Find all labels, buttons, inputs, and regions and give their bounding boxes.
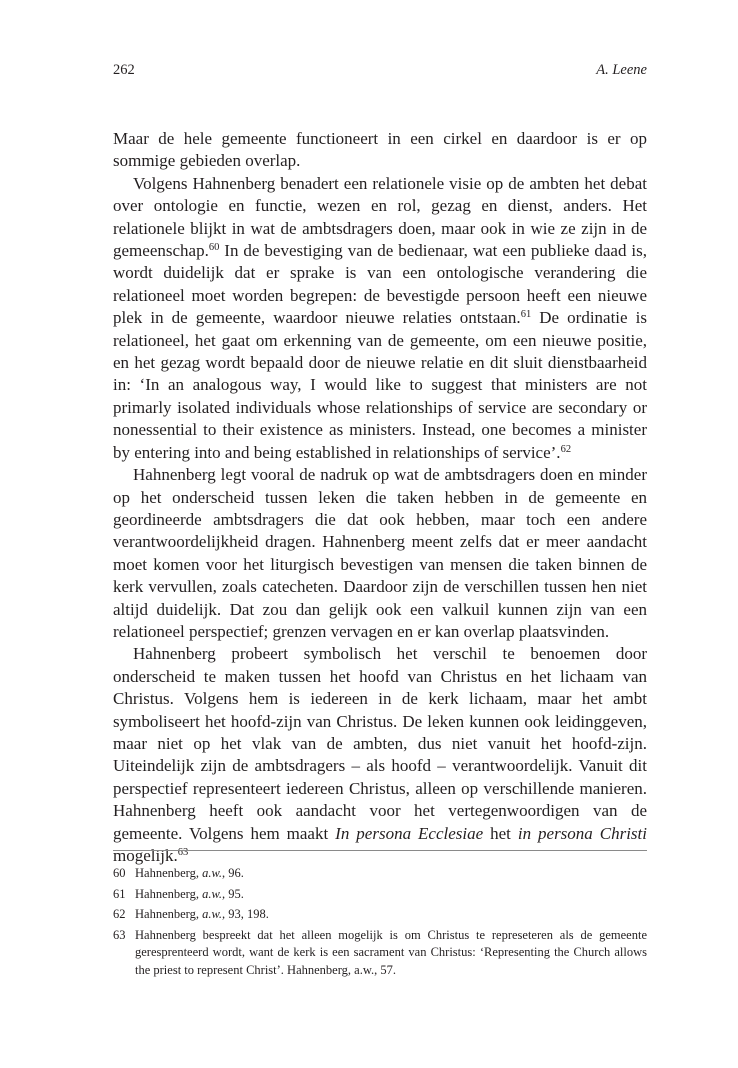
running-head-author: A. Leene [596, 62, 647, 78]
text-run: Hahnenberg, [135, 907, 203, 921]
italic-text: a.w., [202, 907, 226, 921]
footnote-ref: 62 [560, 443, 572, 455]
text-run: Hahnenberg bespreekt dat het alleen mogelijk is om Christus te represeteren als de gemeente geresprenteerd wordt, want de kerk is een sacrament van Christus: ‘Representing the Church allows the priest to represent Christ’. Hahnenberg, a.w., 57. [135, 927, 647, 977]
paragraph [113, 128, 647, 173]
footnote-number: 62 [113, 907, 126, 921]
page-number: 262 [113, 62, 135, 78]
footnote-ref: 63 [177, 847, 189, 858]
italic-text: in persona Christi [517, 823, 647, 843]
footnote-text [135, 927, 647, 980]
footnote-number: 63 [113, 927, 126, 942]
footnote-ref: 60 [208, 242, 220, 254]
paragraph [113, 643, 647, 867]
italic-text: a.w., [202, 886, 226, 901]
footnote [113, 865, 647, 883]
footnote-text [135, 906, 647, 924]
italic-text: In persona Ecclesiae [335, 823, 484, 843]
text-run: Hahnenberg, [135, 866, 203, 880]
text-run: Hahnenberg, [135, 886, 203, 901]
footnote-text [135, 865, 647, 883]
text-run: Volgens Hahnenberg benadert een relationele visie op de ambten het debat over ontologie en functie, wezen en rol, gezag en dienst, anders. Het relationele blijkt in wat de ambtsdragers doen, maar ook in wie ze zijn in de gemeenschap. [113, 173, 647, 261]
paragraph [113, 464, 647, 643]
text-run: Hahnenberg legt vooral de nadruk op wat de ambtsdragers doen en minder op het onderscheid tussen leken die taken hebben in de gemeente en geordineerde ambtsdragers die dat ook hebben, maar toch een andere verantwoordelijkheid dragen. Hahnenberg meent zelfs dat er meer aandacht moet komen voor het liturgisch bevestigen van mensen die taken binnen de kerk vervullen, zoals catecheten. Daardoor zijn de verschillen tussen hen niet altijd duidelijk. Dat zou dan gelijk ook een valkuil kunnen zijn van een relationeel perspectief; grenzen vervagen en er kan overlap plaatsvinden. [113, 465, 647, 641]
footnote-number: 61 [113, 886, 126, 901]
italic-text: a.w. [202, 866, 223, 880]
text-run: het [483, 823, 518, 843]
footnotes [113, 865, 647, 982]
text-run: In de bevestiging van de bedienaar, wat een publieke daad is, wordt duidelijk dat er sprake is van een ontologische verandering die relationeel moet worden begrepen: de bevestigde persoon heeft een nieuwe plek in de gemeente, waardoor nieuwe relaties ontstaan. [113, 241, 647, 328]
running-header [113, 62, 647, 79]
footnote [113, 906, 647, 924]
text-run: mogelijk. [113, 846, 178, 865]
text-run: 93, 198. [225, 907, 269, 921]
paragraph [113, 173, 647, 464]
footnote [113, 886, 647, 904]
footnote-text [135, 886, 647, 904]
text-run: 95. [225, 886, 244, 901]
text-run: , 96. [222, 866, 244, 880]
footnote [113, 927, 647, 980]
footnote-ref: 61 [520, 309, 532, 321]
text-run: Maar de hele gemeente functioneert in een cirkel en daardoor is er op sommige gebieden overlap. [113, 129, 647, 171]
body-text [113, 128, 647, 867]
footnote-number: 60 [113, 866, 126, 880]
text-run: Hahnenberg probeert symbolisch het verschil te benoemen door onderscheid te maken tussen het hoofd van Christus en het lichaam van Christus. Volgens hem is iedereen in de kerk lichaam, maar het ambt symboliseert het hoofd-zijn van Christus. De leken kunnen ook leidinggeven, maar niet op het vlak van de ambten, dus niet vanuit het hoofd-zijn. Uiteindelijk zijn de ambtsdragers – als hoofd – verantwoordelijk. Vanuit dit perspectief representeert iedereen Christus, alleen op verschillende manieren. Hahnenberg heeft ook aandacht voor het vertegenwoordigen van de gemeente. Volgens hem maakt [113, 644, 647, 843]
text-run: De ordinatie is relationeel, het gaat om erkenning van de gemeente, om een nieuwe positie, en het gezag wordt bepaald door de nieuwe relatie en dit sluit dienstbaarheid in: ‘In an analogous way, I would like to suggest that ministers are not primarly isolated individuals whose relationships of service are secondary or nonessential to their existence as ministers. Instead, one becomes a minister by entering into and being established in relationships of service’. [113, 308, 647, 462]
footnote-separator [113, 850, 647, 851]
